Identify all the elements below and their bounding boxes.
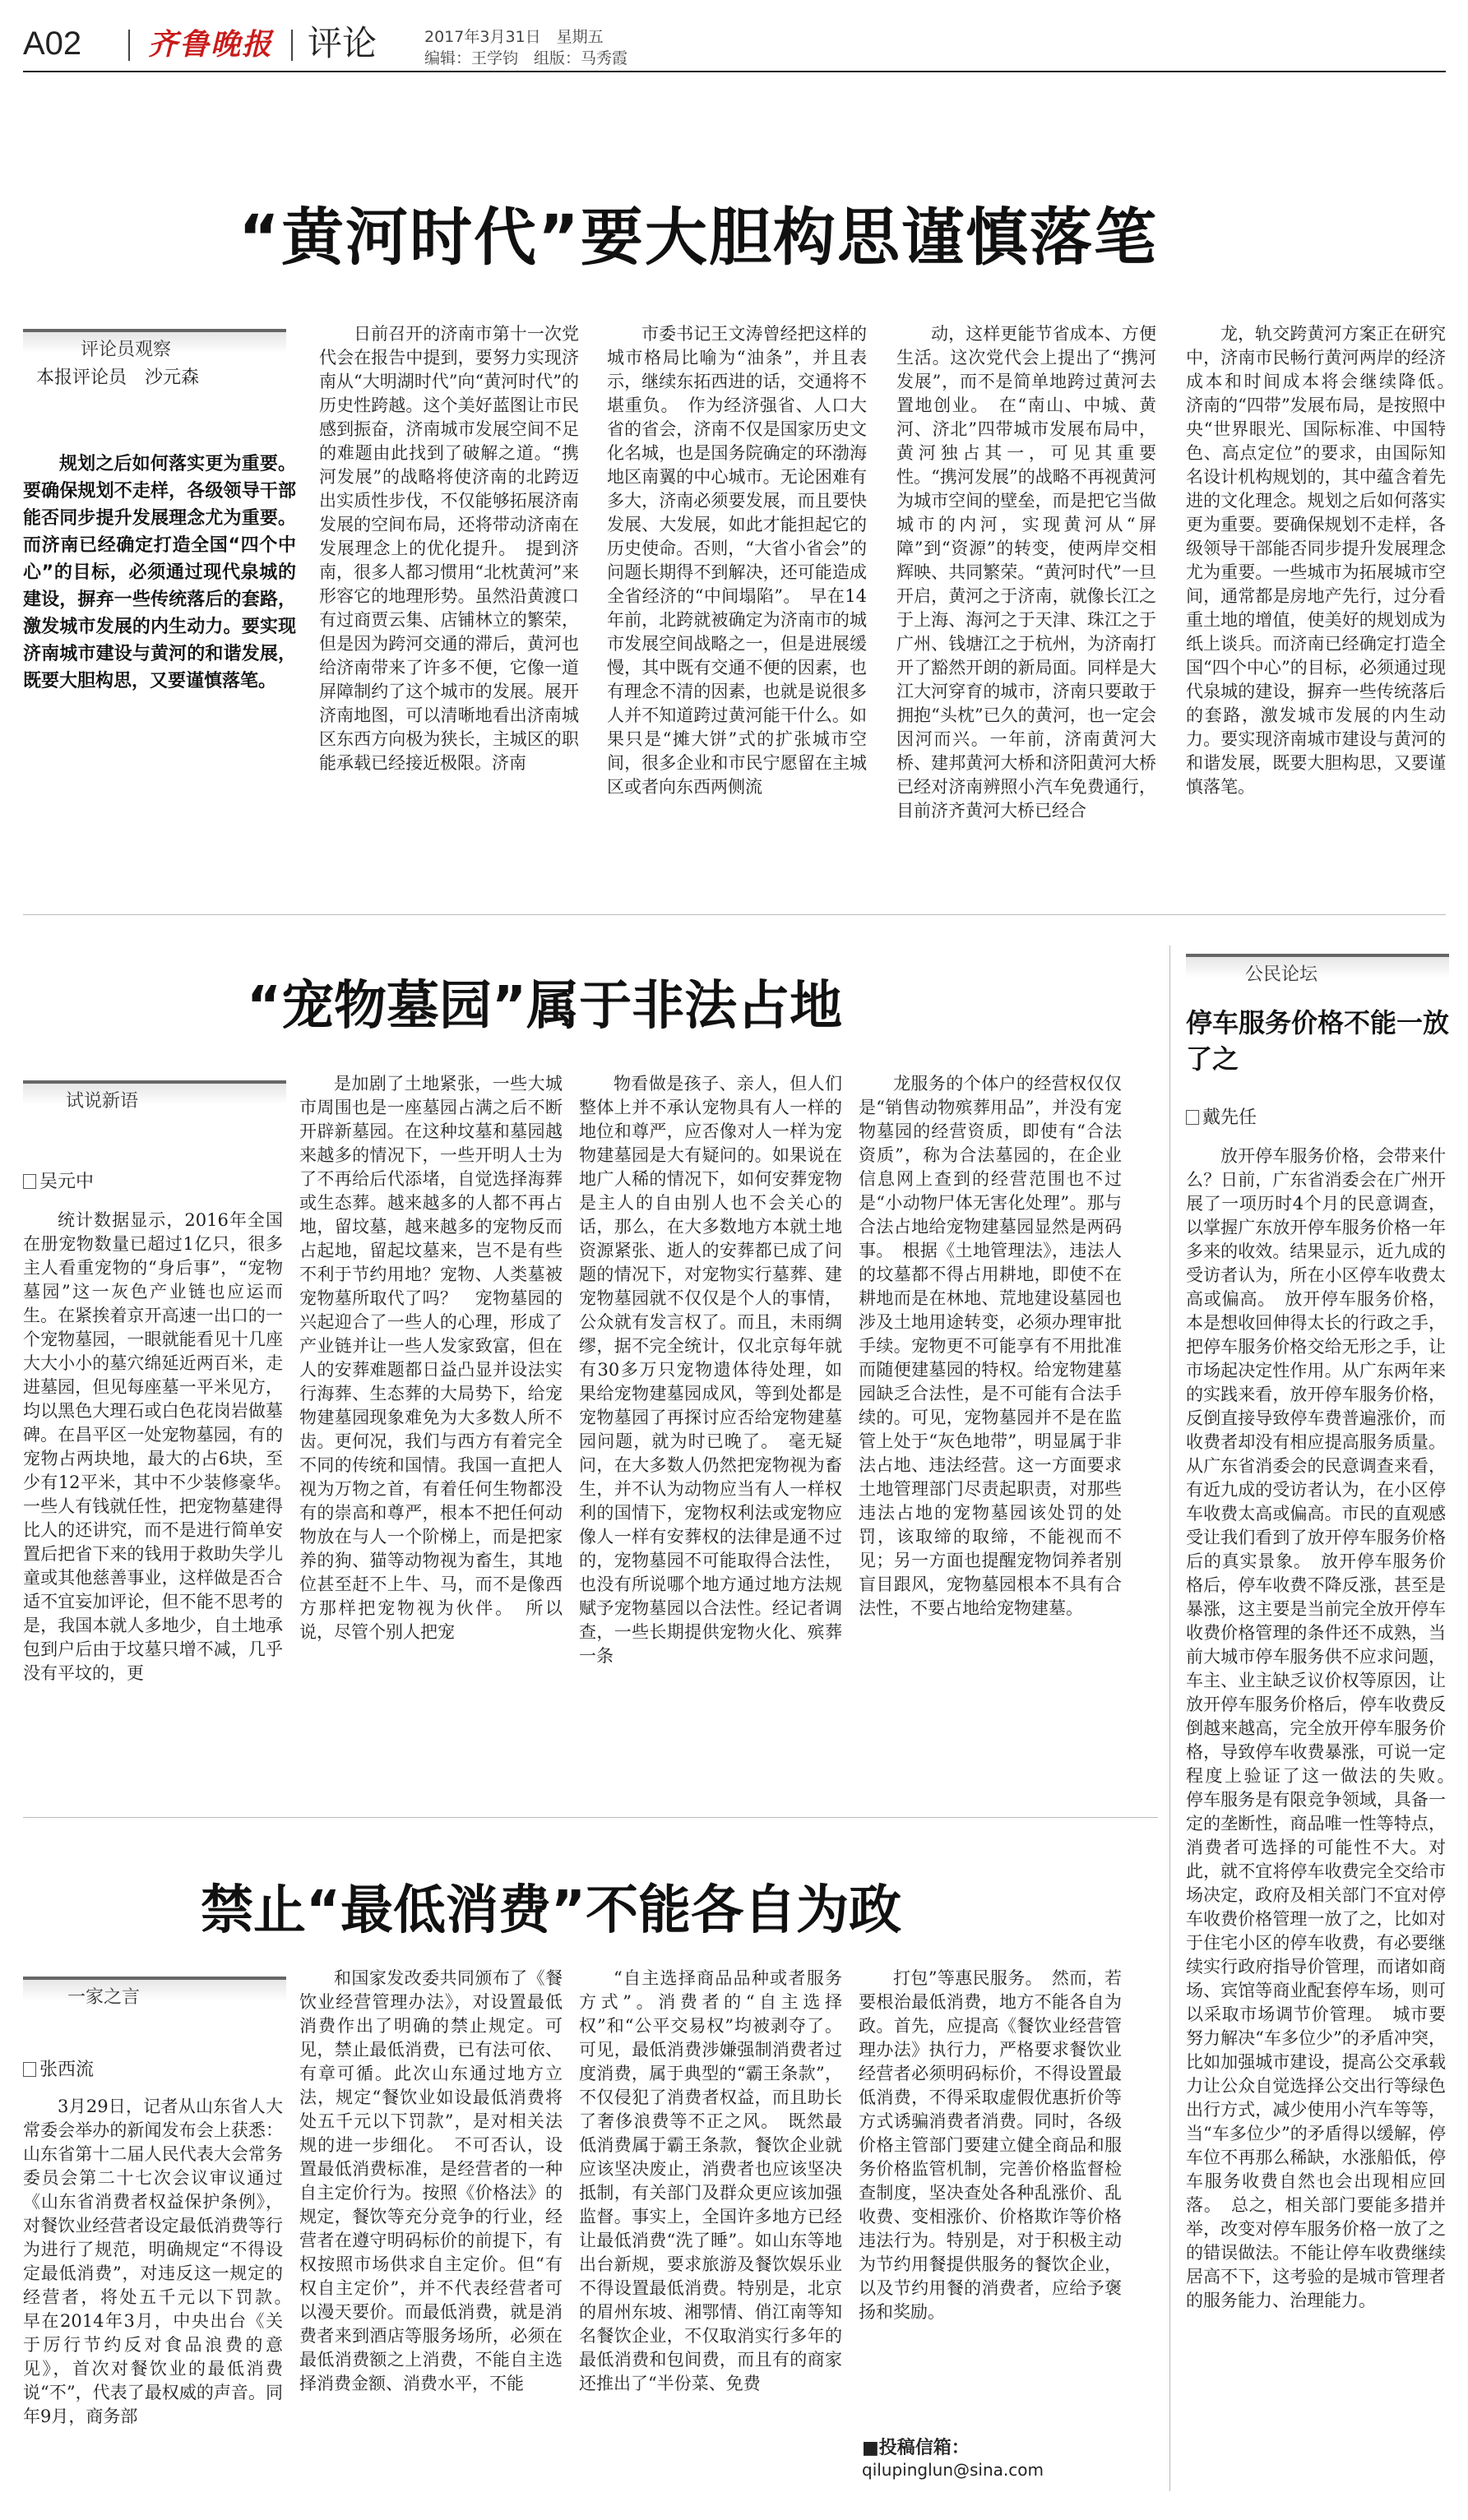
section-divider (23, 914, 1446, 915)
submission-email[interactable]: qilupinglun@sina.com (862, 2460, 1044, 2480)
column-tag-label: 评论员观察 (81, 340, 172, 360)
masthead (23, 23, 1446, 72)
forum-byline: 戴先任 (1186, 1103, 1257, 1129)
column-tag-label: 一家之言 (67, 1987, 141, 2008)
issue-date: 2017年3月31日 星期五 (424, 28, 604, 46)
article1-byline: 本报评论员 沙元森 (36, 368, 200, 388)
masthead-divider (291, 30, 293, 61)
article3-column-1: 3月29日，记者从山东省人大常委会举办的新闻发布会上获悉：山东省第十二届人民代表大会常务委员会第二十七次会议审议通过《山东省消费者权益保护条例》，对餐饮业经营者设定最低消费等行为进行了规范，明确规定“不得设定最低消费”，对违反这一规定的经营者，将处五千元以下罚款。 早在2014年3月，中央出台《关于厉行节约反对食品浪费的意见》，首次对餐饮业的最低消费说“不”，代表了最权威的声音。同年9月，商务部 (23, 2097, 300, 2426)
editor-credits: 编辑：王学钧 组版：马秀霞 (424, 49, 628, 67)
column-tag (23, 1080, 286, 1112)
article1-column-2: 市委书记王文涛曾经把这样的城市格局比喻为“油条”，并且表示，继续东拓西进的话，交通将不堪重负。 作为经济强省、人口大省的省会，济南不仅是国家历史文化名城，也是国务院确定的环渤海地区南翼的中心城市。无论困难有多大，济南必须要发展，而且要快发展、大发展，如此才能担起它的历史使命。否则，“大省小省会”的问题长期得不到解决，还可能造成全省经济的“中间塌陷”。 早在14年前，北跨就被确定为济南市的城市发展空间战略之一，但是进展缓慢，其中既有交通不便的因素，也有理念不清的因素，也就是说很多人并不知道跨过黄河能干什么。如果只是“摊大饼”式的扩张城市空间，很多企业和市民宁愿留在主城区或者向东西两侧流 (607, 324, 867, 797)
article3-column-2: 和国家发改委共同颁布了《餐饮业经营管理办法》，对设置最低消费作出了明确的禁止规定。可见，禁止最低消费，已有法可依、有章可循。此次山东通过地方立法，规定“餐饮业如设最低消费将处五千元以下罚款”，是对相关法规的进一步细化。 不可否认，设置最低消费标准，是经营者的一种自主定价行为。按照《价格法》的规定，餐饮等充分竞争的行业，经营者在遵守明码标价的前提下，有权按照市场供求自主定价。但“有权自主定价”，并不代表经营者可以漫天要价。而最低消费，就是消费者来到酒店等服务场所，必须在最低消费额之上消费，不能自主选择消费金额、消费水平，不能 (299, 1968, 563, 2393)
masthead-divider (128, 30, 130, 61)
byline-marker (23, 1174, 36, 1189)
column-tag (1186, 954, 1449, 985)
article3-column-4: 打包”等惠民服务。 然而，若要根治最低消费，地方不能各自为政。首先，应提高《餐饮业经营管理办法》执行力，严格要求餐饮业经营者必须明码标价，不得设置最低消费，不得采取虚假优惠折价等方式诱骗消费者消费。同时，各级价格主管部门要建立健全商品和服务价格监管机制，完善价格监督检查制度，坚决查处各种乱涨价、乱收费、变相涨价、价格欺诈等价格违法行为。特别是，对于积极主动为节约用餐提供服务的餐饮企业，以及节约用餐的消费者，应给予褒扬和奖励。 (859, 1968, 1122, 2322)
article1-summary: 规划之后如何落实更为重要。要确保规划不走样，各级领导干部能否同步提升发展理念尤为重要。而济南已经确定打造全国“四个中心”的目标，必须通过现代泉城的建设，摒弃一些传统落后的套路，激发城市发展的内生动力。要实现济南城市建设与黄河的和谐发展，既要大胆构思，又要谨慎落笔。 (23, 454, 296, 691)
article1-column-1: 日前召开的济南市第十一次党代会在报告中提到，要努力实现济南从“大明湖时代”向“黄河时代”的历史性跨越。这个美好蓝图让市民感到振奋，济南城市发展空间不足的难题由此找到了破解之道。“携河发展”的战略将使济南的北跨迈出实质性步伐，不仅能够拓展济南发展的空间布局，还将带动济南在发展理念上的优化提升。 提到济南，很多人都习惯用“北枕黄河”来形容它的地理形势。虽然沿黄渡口有过商贾云集、店铺林立的繁荣，但是因为跨河交通的滞后，黄河也给济南带来了许多不便，它像一道屏障制约了这个城市的发展。展开济南地图，可以清晰地看出济南城区东西方向极为狭长，主城区的职能承载已经接近极限。济南 (319, 324, 579, 773)
column-tag (23, 1977, 286, 2008)
article2-byline: 吴元中 (23, 1168, 94, 1193)
article2-column-2: 是加剧了土地紧张，一些大城市周围也是一座墓园占满之后不断开辟新墓园。在这种坟墓和墓园越来越多的情况下，一些开明人士为了不再给后代添堵，自觉选择海葬或生态葬。越来越多的人都不再占地，留坟墓，越来越多的宠物反而占起地，留起坟墓来，岂不是有些不利于节约用地？宠物、人类墓被宠物墓所取代了吗？ 宠物墓园的兴起迎合了一些人的心理，形成了产业链并让一些人发家致富，但在人的安葬难题都日益凸显并设法实行海葬、生态葬的大局势下，给宠物建墓园现象难免为大多数人所不齿。更何况，我们与西方有着完全不同的传统和国情。我国一直把人视为万物之首，有着任何生物都没有的崇高和尊严，根本不把任何动物放在与人一个阶梯上，而是把家养的狗、猫等动物视为畜生，其地位甚至赶不上牛、马，而不是像西方那样把宠物视为伙伴。 所以说，尽管个别人把宠 (299, 1074, 563, 1642)
article3-headline: 禁止“最低消费”不能各自为政 (201, 1880, 902, 1941)
column-tag (23, 329, 286, 360)
page-number: A02 (23, 25, 82, 62)
article3-column-3: “自主选择商品品种或者服务方式”。消费者的“自主选择权”和“公平交易权”均被剥夺了。可见，最低消费涉嫌强制消费者过度消费，属于典型的“霸王条款”，不仅侵犯了消费者权益，而且助长了奢侈浪费等不正之风。 既然最低消费属于霸王条款，餐饮企业就应该坚决废止，消费者也应该坚决抵制，有关部门及群众更应该加强监督。事实上，全国许多地方已经让最低消费“洗了睡”。如山东等地出台新规，要求旅游及餐饮娱乐业不得设置最低消费。特别是，北京的眉州东坡、湘鄂情、俏江南等知名餐饮企业，不仅取消实行多年的最低消费和包间费，而且有的商家还推出了“半份菜、免费 (579, 1968, 842, 2393)
byline-marker (1186, 1110, 1199, 1125)
forum-headline: 停车服务价格不能一放了之 (1186, 1007, 1450, 1075)
section-name: 评论 (308, 23, 377, 63)
article2-headline: “宠物墓园”属于非法占地 (247, 976, 843, 1037)
article2-column-4: 龙服务的个体户的经营权仅仅是“销售动物殡葬用品”，并没有宠物墓园的经营资质，即使有“合法资质”，称为合法墓园的，在企业信息网上查到的经营范围也不过是“小动物尸体无害化处理”。那与合法占地给宠物建墓园显然是两码事。 根据《土地管理法》，违法人的坟墓都不得占用耕地，即使不在耕地而是在林地、荒地建设墓园也涉及土地用途转变，必须办理审批手续。宠物更不可能享有不用批准而随便建墓园的特权。给宠物建墓园缺乏合法性，是不可能有合法手续的。可见，宠物墓园并不是在监管上处于“灰色地带”，明显属于非法占地、违法经营。这一方面要求土地管理部门尽责起职责，对那些违法占地的宠物墓园该处罚的处罚，该取缔的取缔，不能视而不见；另一方面也提醒宠物饲养者别盲目跟风，宠物墓园根本不具有合法性，不要占地给宠物建墓。 (859, 1074, 1122, 1618)
article1-headline: “黄河时代”要大胆构思谨慎落笔 (238, 201, 1158, 274)
newspaper-logo: 齐鲁晚报 (148, 27, 274, 62)
article3-byline: 张西流 (23, 2055, 94, 2081)
column-rule (1169, 946, 1170, 2491)
article1-column-4: 龙，轨交跨黄河方案正在研究中，济南市民畅行黄河两岸的经济成本和时间成本将会继续降低。 济南的“四带”发展布局，是按照中央“世界眼光、国际标准、中国特色、高点定位”的要求，由国际知名设计机构规划的，其中蕴含着先进的文化理念。规划之后如何落实更为重要。要确保规划不走样，各级领导干部能否同步提升发展理念尤为重要。一些城市为拓展城市空间，通常都是房地产先行，过分看重土地的增值，使美好的规划成为纸上谈兵。而济南已经确定打造全国“四个中心”的目标，必须通过现代泉城的建设，摒弃一些传统落后的套路，激发城市发展的内生动力。要实现济南城市建设与黄河的和谐发展，既要大胆构思，又要谨慎落笔。 (1186, 324, 1463, 797)
column-tag-label: 公民论坛 (1245, 964, 1318, 985)
article2-column-1: 统计数据显示，2016年全国在册宠物数量已超过1亿只，很多主人看重宠物的“身后事”，“宠物墓园”这一灰色产业链也应运而生。在紧挨着京开高速一出口的一个宠物墓园，一眼就能看见十几座大大小小的墓穴绵延近两百米，走进墓园，但见每座墓一平米见方，均以黑色大理石或白色花岗岩做墓碑。在昌平区一处宠物墓园，有的宠物占两块地，最大的占6块，至少有12平米，其中不少装修豪华。 一些人有钱就任性，把宠物墓建得比人的还讲究，而不是进行简单安置后把省下来的钱用于救助失学儿童或其他慈善事业，这样做是否合适不宜妄加评论，但不能不思考的是，我国本就人多地少，自土地承包到户后由于坟墓只增不减，几乎没有平坟的，更 (23, 1210, 300, 1683)
section-divider (23, 1817, 1158, 1818)
submission-contact: ■投稿信箱： (862, 2438, 970, 2458)
byline-marker (23, 2062, 36, 2077)
column-tag-label: 试说新语 (66, 1091, 139, 1112)
forum-body: 放开停车服务价格，会带来什么？日前，广东省消委会在广州开展了一项历时4个月的民意调查，以掌握广东放开停车服务价格一年多来的收效。结果显示，近九成的受访者认为，所在小区停车收费太高或偏高。 放开停车服务价格，本是想收回伸得太长的行政之手，把停车服务价格交给无形之手，让市场起决定性作用。从广东两年来的实践来看，放开停车服务价格，反倒直接导致停车费普遍涨价，而收费者却没有相应提高服务质量。从广东省消委会的民意调查来看，有近九成的受访者认为，在小区停车收费太高或偏高。市民的直观感受让我们看到了放开停车服务价格后的真实景象。 放开停车服务价格后，停车收费不降反涨，甚至是暴涨，这主要是当前完全放开停车收费价格管理的条件还不成熟，当前大城市停车服务供不应求问题，车主、业主缺乏议价权等原因，让放开停车服务价格后，停车收费反倒越来越高，完全放开停车服务价格，导致停车收费暴涨，可说一定程度上验证了这一做法的失败。 停车服务是有限竞争领域，具备一定的垄断性，商品唯一性等特点，消费者可选择的可能性不大。对此，就不宜将停车收费完全交给市场决定，政府及相关部门不宜对停车收费价格管理一放了之，比如对于住宅小区的停车收费，有必要继续实行政府指导价管理，而诸如商场、宾馆等商业配套停车场，则可以采取市场调节价管理。 城市要努力解决“车多位少”的矛盾冲突，比如加强城市建设，提高公交承载力让公众自觉选择公交出行等绿色出行方式，减少使用小汽车等等，当“车多位少”的矛盾得以缓解，停车位不再那么稀缺，水涨船低，停车服务收费自然也会出现相应回落。 总之，相关部门要能多措并举，改变对停车服务价格一放了之的错误做法。不能让停车收费继续居高不下，这考验的是城市管理者的服务能力、治理能力。 (1186, 1146, 1463, 2310)
article2-column-3: 物看做是孩子、亲人，但人们整体上并不承认宠物具有人一样的地位和尊严，应否像对人一样为宠物建墓园是大有疑问的。如果说在地广人稀的情况下，如何安葬宠物是主人的自由别人也不会关心的话，那么，在大多数地方本就土地资源紧张、逝人的安葬都已成了问题的情况下，对宠物实行墓葬、建宠物墓园就不仅仅是个人的事情，公众就有发言权了。而且，未雨绸缪，据不完全统计，仅北京每年就有30多万只宠物遗体待处理，如果给宠物建墓园成风，等到处都是宠物墓园了再探讨应否给宠物建墓园问题，就为时已晚了。 毫无疑问，在大多数人仍然把宠物视为畜生，并不认为动物应当有人一样权利的国情下，宠物权利法或宠物应像人一样有安葬权的法律是通不过的，宠物墓园不可能取得合法性，也没有所说哪个地方通过地方法规赋予宠物墓园以合法性。经记者调查，一些长期提供宠物火化、殡葬一条 (579, 1074, 842, 1666)
article1-column-3: 动，这样更能节省成本、方便生活。这次党代会上提出了“携河发展”，而不是简单地跨过黄河去置地创业。 在“南山、中城、黄河、济北”四带城市发展布局中，黄河独占其一，可见其重要性。“携河发展”的战略不再视黄河为城市空间的壁垒，而是把它当做城市的内河，实现黄河从“屏障”到“资源”的转变，使两岸交相辉映、共同繁荣。“黄河时代”一旦开启，黄河之于济南，就像长江之于上海、海河之于天津、珠江之于广州、钱塘江之于杭州，为济南打开了豁然开朗的新局面。同样是大江大河穿育的城市，济南只要敢于拥抱“头枕”已久的黄河，也一定会因河而兴。一年前，济南黄河大桥、建邦黄河大桥和济阳黄河大桥已经对济南辨照小汽车免费通行，目前济齐黄河大桥已经合 (896, 324, 1156, 821)
